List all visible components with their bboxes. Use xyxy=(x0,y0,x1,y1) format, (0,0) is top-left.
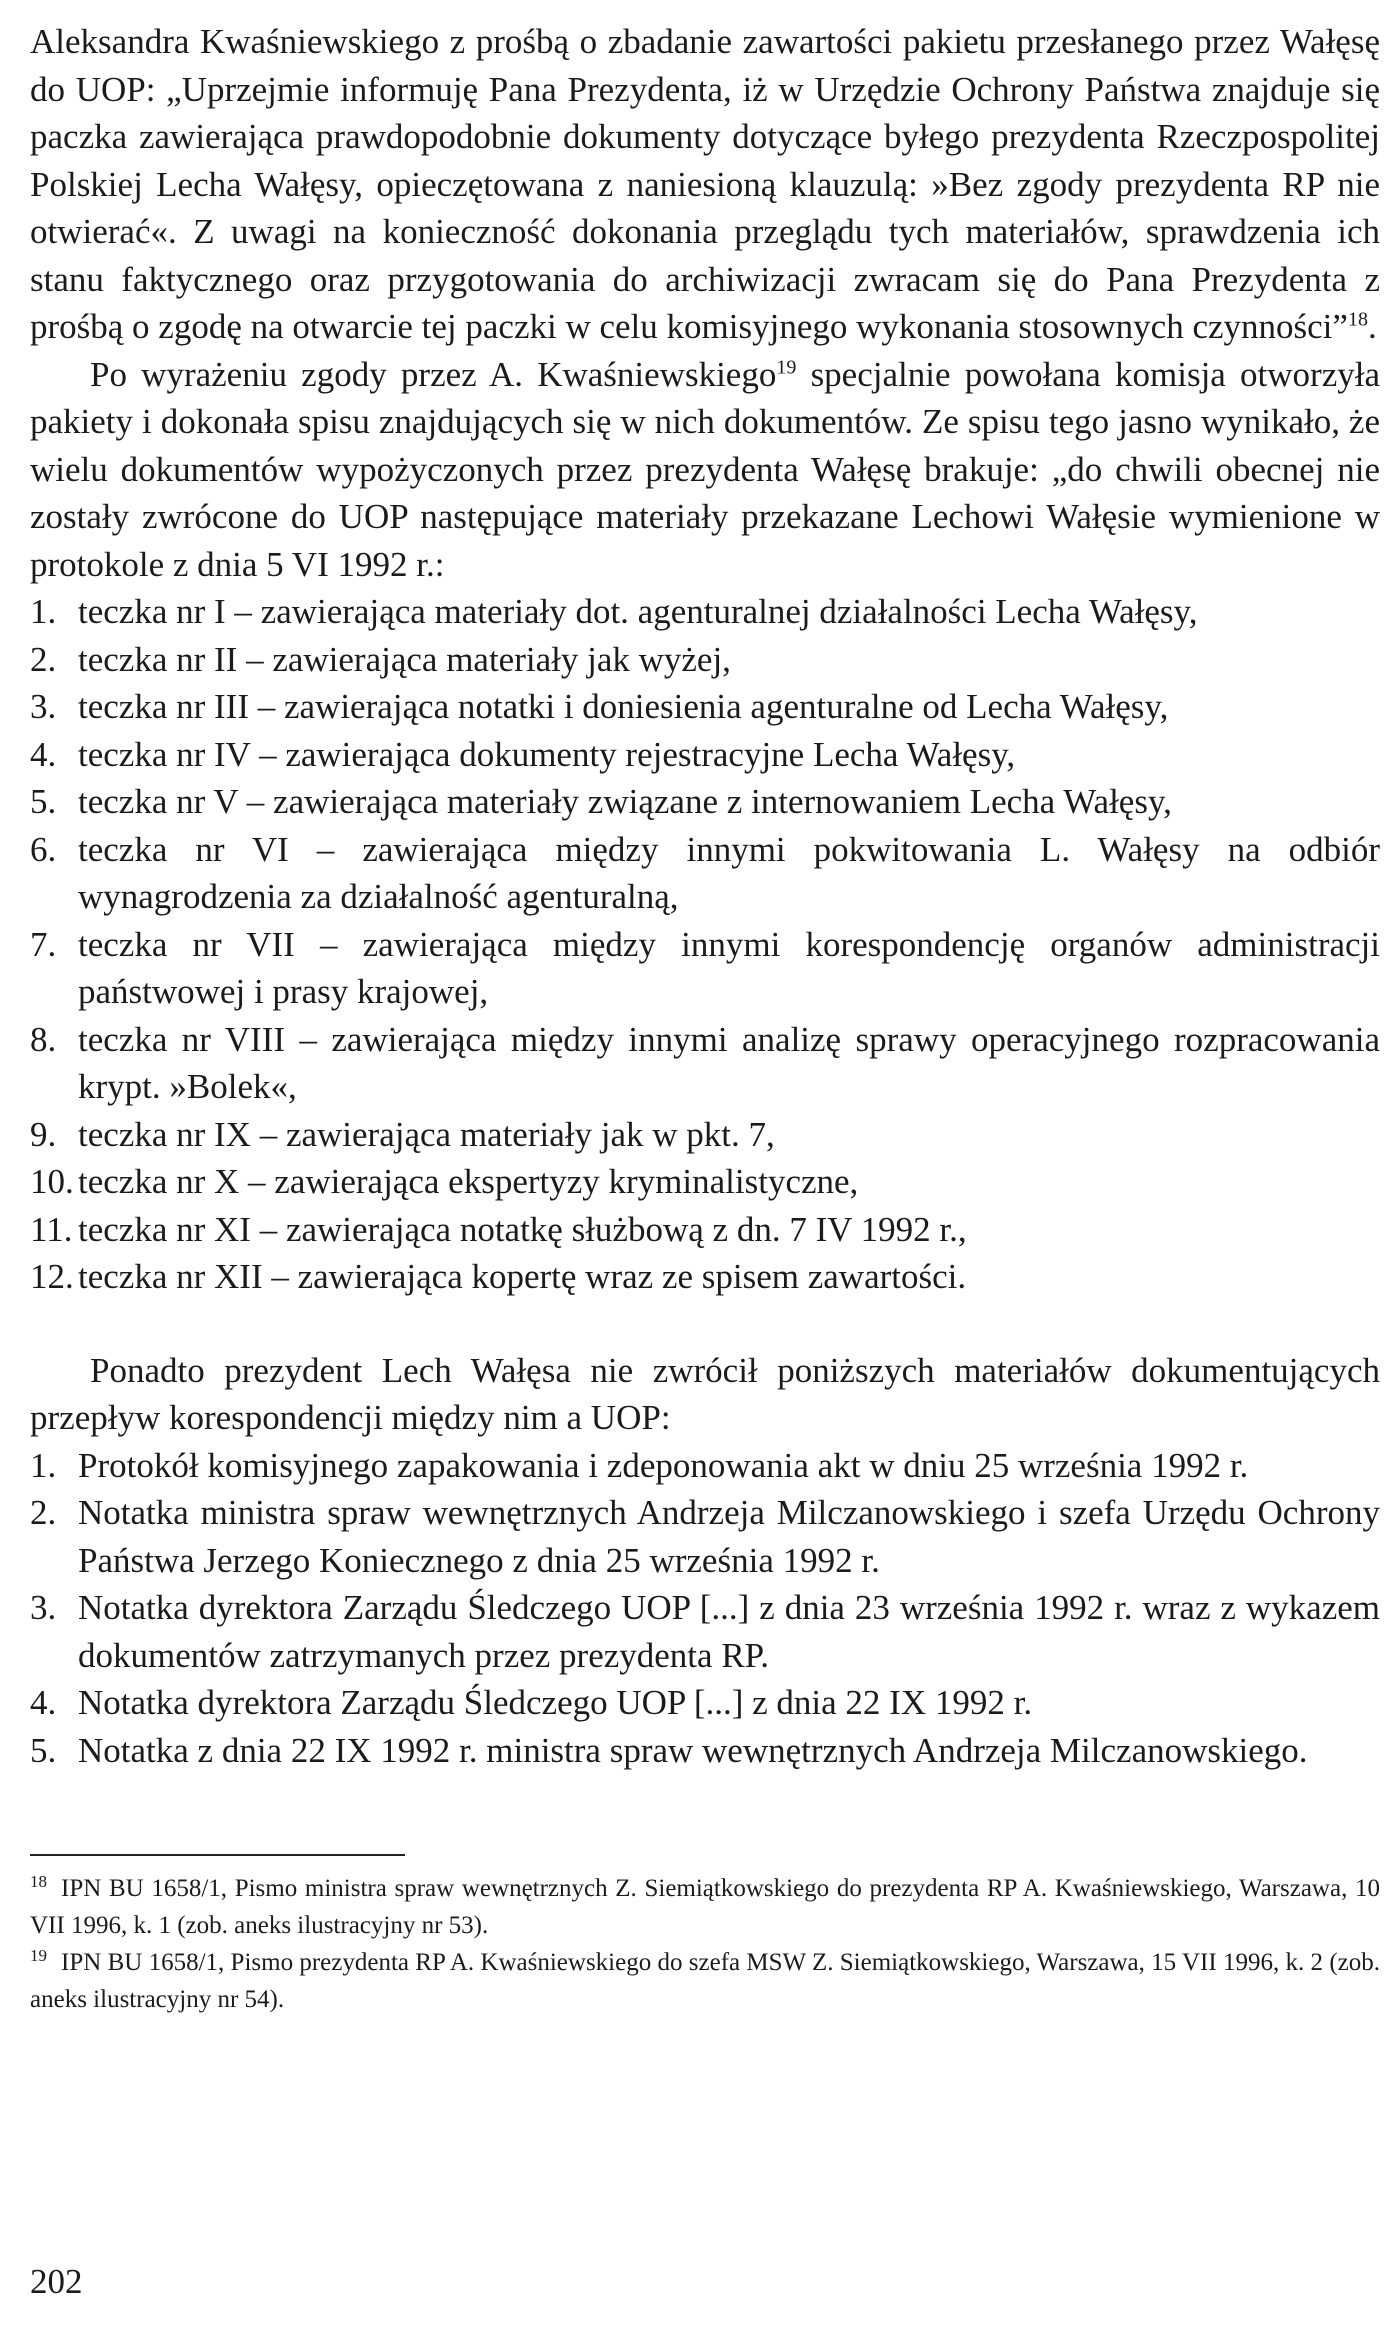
list-item-number: 1. xyxy=(30,1445,57,1485)
list-item xyxy=(30,731,1380,779)
footnote-text: IPN BU 1658/1, Pismo prezydenta RP A. Kwaśniewskiego do szefa MSW Z. Siemiątkowskiego, Warszawa, 15 VII 1996, k. 2 (zob. aneks ilustracyjny nr 54). xyxy=(30,1949,1380,2013)
list-item-text: teczka nr X – zawierająca ekspertyzy kryminalistyczne, xyxy=(78,1162,859,1201)
list-item-number: 4. xyxy=(30,1683,57,1722)
list-item-text: Protokół komisyjnego zapakowania i zdeponowania akt w dniu 25 września 1992 r. xyxy=(78,1445,1249,1485)
footnote-ref-18: 18 xyxy=(1347,308,1368,331)
list-item-text: Notatka z dnia 22 IX 1992 r. ministra spraw wewnętrznych Andrzeja Milczanowskiego. xyxy=(78,1730,1308,1770)
page-content xyxy=(30,18,1380,2018)
list-item-number: 5. xyxy=(30,782,57,821)
list-item-number: 10. xyxy=(30,1162,74,1201)
paragraph-3: Ponadto prezydent Lech Wałęsa nie zwrócił poniższych materiałów dokumentujących przepływ korespondencji między nim a UOP: xyxy=(30,1350,1380,1437)
list-item-number: 12. xyxy=(30,1257,74,1296)
list-item xyxy=(30,778,1380,826)
list-item xyxy=(30,1442,1380,1490)
list-item xyxy=(30,921,1380,1016)
list-item-text: teczka nr XII – zawierająca kopertę wraz ze spisem zawartości. xyxy=(78,1257,967,1296)
paragraph-gap xyxy=(30,1301,1380,1347)
list-item xyxy=(30,1253,1380,1301)
paragraph-2-text-a: Po wyrażeniu zgody przez A. Kwaśniewskiego xyxy=(90,354,777,394)
footnote-mark: 19 xyxy=(30,1945,47,1965)
list-item xyxy=(30,588,1380,636)
page-number: 202 xyxy=(30,2262,83,2301)
footnote-19 xyxy=(30,1944,1380,2018)
list-item-text: teczka nr VIII – zawierająca między innymi analizę sprawy operacyjnego rozpracowania krypt. »Bolek«, xyxy=(78,1019,1380,1106)
list-item-number: 3. xyxy=(30,687,57,726)
list-item-text: teczka nr II – zawierająca materiały jak wyżej, xyxy=(78,639,731,679)
list-item-number: 8. xyxy=(30,1019,57,1059)
correspondence-list xyxy=(30,1442,1380,1775)
list-item xyxy=(30,1727,1380,1775)
list-item-number: 2. xyxy=(30,639,57,679)
paragraph-2 xyxy=(30,351,1380,589)
list-item xyxy=(30,1111,1380,1159)
missing-folders-list xyxy=(30,588,1380,1301)
list-item-text: teczka nr VII – zawierająca między innymi korespondencję organów administracji państwowej i prasy krajowej, xyxy=(78,924,1380,1011)
list-item-number: 9. xyxy=(30,1114,57,1154)
list-item-number: 4. xyxy=(30,734,57,774)
list-item-text: teczka nr VI – zawierająca między innymi pokwitowania L. Wałęsy na odbiór wynagrodzenia za działalność agenturalną, xyxy=(78,829,1380,916)
list-item xyxy=(30,1158,1380,1206)
list-item-number: 2. xyxy=(30,1493,57,1532)
paragraph-1-text: Aleksandra Kwaśniewskiego z prośbą o zbadanie zawartości pakietu przesłanego przez Wałęsę do UOP: „Uprzejmie informuję Pana Prezydenta, iż w Urzędzie Ochrony Państwa znajduje się paczka zawierająca prawdopodobnie dokumenty dotyczące byłego prezydenta Rzeczpospolitej Polskiej Lecha Wałęsy, opieczętowana z naniesioną klauzulą: »Bez zgody prezydenta RP nie otwierać«. Z uwagi na konieczność dokonania przeglądu tych materiałów, sprawdzenia ich stanu faktycznego oraz przygotowania do archiwizacji zwracam się do Pana Prezydenta z prośbą o zgodę na otwarcie tej paczki w celu komisyjnego wykonania stosownych czynności” xyxy=(30,22,1380,346)
footnote-mark: 18 xyxy=(30,1871,47,1891)
footnote-text: IPN BU 1658/1, Pismo ministra spraw wewnętrznych Z. Siemiątkowskiego do prezydenta RP A. Kwaśniewskiego, Warszawa, 10 VII 1996, k. 1 (zob. aneks ilustracyjny nr 53). xyxy=(30,1875,1380,1939)
list-item-text: Notatka ministra spraw wewnętrznych Andrzeja Milczanowskiego i szefa Urzędu Ochrony Państwa Jerzego Koniecznego z dnia 25 września 1992 r. xyxy=(78,1493,1380,1580)
list-item-number: 7. xyxy=(30,924,57,964)
paragraph-1-end: . xyxy=(1367,307,1377,346)
footnote-18 xyxy=(30,1870,1380,1944)
footnote-ref-19: 19 xyxy=(776,355,797,378)
list-item xyxy=(30,826,1380,921)
list-item-text: teczka nr V – zawierająca materiały związane z internowaniem Lecha Wałęsy, xyxy=(78,782,1172,821)
list-item-number: 3. xyxy=(30,1588,57,1627)
list-item-number: 1. xyxy=(30,592,57,631)
list-item-text: teczka nr XI – zawierająca notatkę służbową z dn. 7 IV 1992 r., xyxy=(78,1209,967,1249)
list-item-text: teczka nr IX – zawierająca materiały jak w pkt. 7, xyxy=(78,1114,775,1154)
paragraph-1 xyxy=(30,18,1380,351)
list-item-number: 6. xyxy=(30,829,57,869)
paragraph-2-text-b: specjalnie powołana komisja otworzyła pakiety i dokonała spisu znajdujących się w nich dokumentów. Ze spisu tego jasno wynikało, że wielu dokumentów wypożyczonych przez prezydenta Wałęsę brakuje: „do chwili obecnej nie zostały zwrócone do UOP następujące materiały przekazane Lechowi Wałęsie wymienione w protokole z dnia 5 VI 1992 r.: xyxy=(30,354,1381,584)
footnote-divider xyxy=(30,1854,405,1856)
list-item-text: Notatka dyrektora Zarządu Śledczego UOP [...] z dnia 23 września 1992 r. wraz z wykazem dokumentów zatrzymanych przez prezydenta RP. xyxy=(78,1588,1380,1675)
list-item-text: Notatka dyrektora Zarządu Śledczego UOP [...] z dnia 22 IX 1992 r. xyxy=(78,1683,1033,1722)
list-item xyxy=(30,683,1380,731)
list-item-text: teczka nr III – zawierająca notatki i doniesienia agenturalne od Lecha Wałęsy, xyxy=(78,687,1169,726)
list-item-number: 11. xyxy=(30,1209,73,1249)
list-item xyxy=(30,1206,1380,1254)
list-item-text: teczka nr I – zawierająca materiały dot. agenturalnej działalności Lecha Wałęsy, xyxy=(78,592,1198,631)
list-item-text: teczka nr IV – zawierająca dokumenty rejestracyjne Lecha Wałęsy, xyxy=(78,734,1016,774)
list-item xyxy=(30,1584,1380,1679)
list-item-number: 5. xyxy=(30,1730,57,1770)
list-item xyxy=(30,1016,1380,1111)
list-item xyxy=(30,1489,1380,1584)
list-item xyxy=(30,636,1380,684)
list-item xyxy=(30,1679,1380,1727)
